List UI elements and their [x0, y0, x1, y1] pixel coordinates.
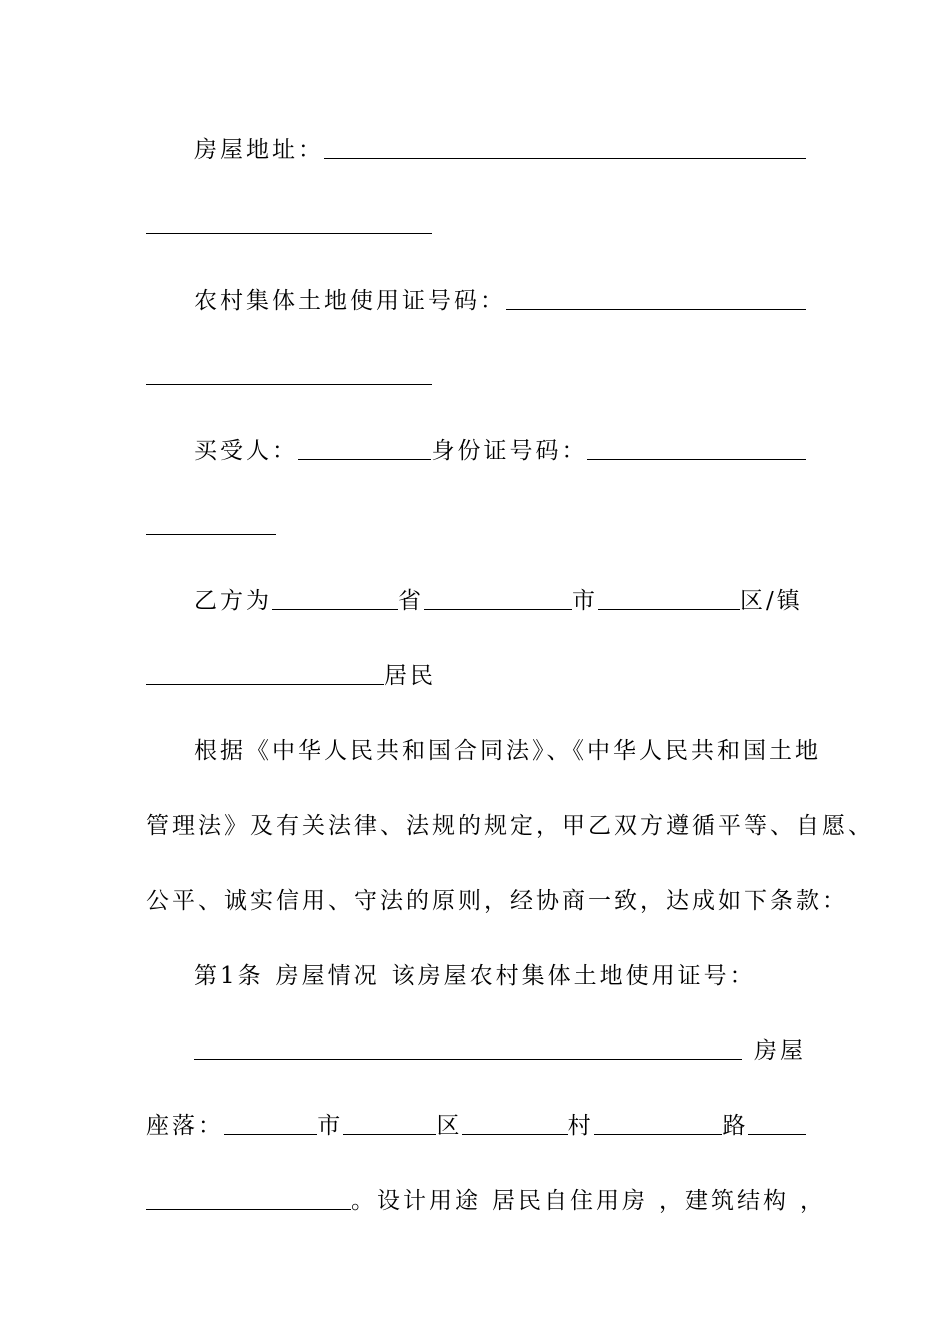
- location-label: 座落：: [146, 1113, 224, 1139]
- city-label: 市: [572, 588, 598, 614]
- district-blank[interactable]: [598, 608, 740, 610]
- address-label: 房屋地址：: [194, 137, 324, 163]
- resident-blank[interactable]: [146, 683, 384, 685]
- loc-district-blank[interactable]: [343, 1133, 436, 1135]
- loc-village-blank[interactable]: [462, 1133, 567, 1135]
- district-town-label: 区/镇: [740, 588, 803, 614]
- resident-line: [146, 656, 806, 690]
- address-continuation: [146, 205, 806, 239]
- article-1-number: 第1条: [194, 963, 264, 989]
- loc-detail-blank[interactable]: [146, 1208, 351, 1210]
- paragraph-line-1: [194, 731, 821, 765]
- location-line: [146, 1106, 806, 1140]
- loc-road-label: 路: [722, 1113, 749, 1139]
- id-continuation: [146, 506, 806, 540]
- province-label: 省: [398, 588, 424, 614]
- design-use-label: 。设计用途: [351, 1188, 482, 1214]
- paragraph-line-3: [146, 881, 848, 915]
- loc-city-label: 市: [317, 1113, 344, 1139]
- paragraph-line-2: [146, 806, 874, 840]
- loc-district-label: 区: [436, 1113, 463, 1139]
- buyer-line: [194, 431, 806, 465]
- id-number-blank-2[interactable]: [146, 533, 276, 535]
- city-blank[interactable]: [424, 608, 572, 610]
- paragraph-text-1: 根据《中华人民共和国合同法》、《中华人民共和国土地: [194, 738, 821, 764]
- design-use-line: [146, 1181, 826, 1215]
- article-1-text: 该房屋农村集体土地使用证号：: [391, 963, 756, 989]
- loc-city-blank[interactable]: [224, 1133, 317, 1135]
- art1-cert-number-blank[interactable]: [194, 1058, 742, 1060]
- province-blank[interactable]: [272, 608, 398, 610]
- paragraph-text-3: 公平、诚实信用、守法的原则，经协商一致，达成如下条款：: [146, 888, 848, 914]
- loc-road-blank[interactable]: [594, 1133, 723, 1135]
- address-blank[interactable]: [324, 157, 806, 159]
- id-label: 身份证号码：: [431, 438, 588, 464]
- resident-label: 居民: [384, 663, 436, 689]
- buyer-label: 买受人：: [194, 438, 298, 464]
- paragraph-text-2: 管理法》及有关法律、法规的规定，甲乙双方遵循平等、自愿、: [146, 813, 874, 839]
- land-cert-line: [194, 281, 806, 315]
- trailing-comma: ，: [800, 1188, 826, 1214]
- land-cert-continuation: [146, 356, 806, 390]
- address-line: [194, 130, 806, 164]
- house-label: 房屋: [754, 1038, 806, 1064]
- land-cert-blank-2[interactable]: [146, 383, 432, 385]
- buyer-name-blank[interactable]: [298, 458, 431, 460]
- article-1-title: 房屋情况: [275, 963, 380, 989]
- loc-number-blank[interactable]: [748, 1133, 806, 1135]
- land-cert-label: 农村集体土地使用证号码：: [194, 288, 506, 314]
- article-1-heading-line: [194, 956, 806, 990]
- land-cert-blank[interactable]: [506, 308, 806, 310]
- party-b-prefix: 乙方为: [194, 588, 272, 614]
- design-use-value: 居民自住用房: [492, 1188, 649, 1214]
- structure-label: ，建筑结构: [659, 1188, 790, 1214]
- address-blank-2[interactable]: [146, 232, 432, 234]
- loc-village-label: 村: [567, 1113, 594, 1139]
- land-cert-number-line: [194, 1031, 806, 1065]
- party-b-line: [194, 581, 806, 615]
- id-number-blank[interactable]: [587, 458, 806, 460]
